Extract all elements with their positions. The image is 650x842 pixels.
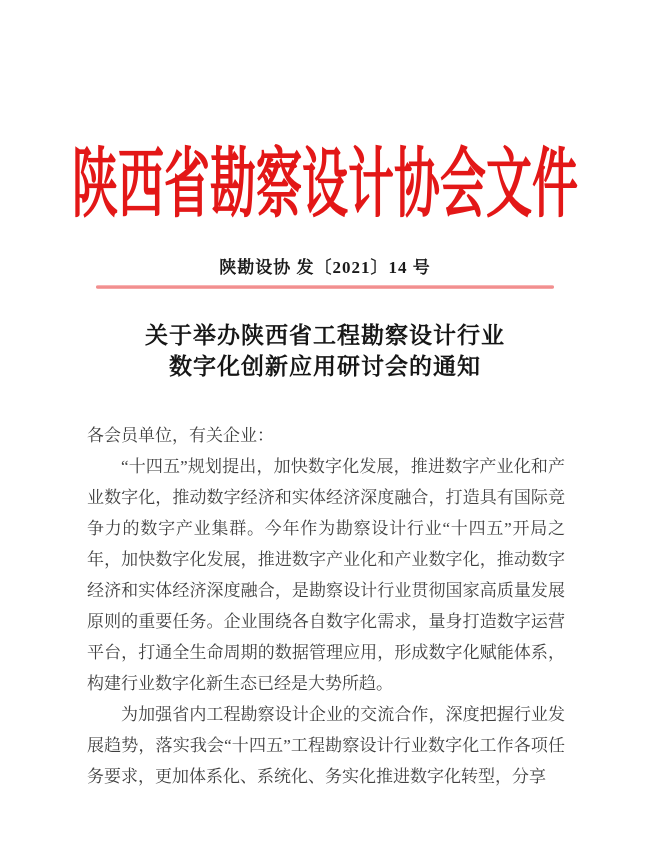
document-number: 陕勘设协 发〔2021〕14 号 (219, 258, 431, 277)
body-paragraph-1: “十四五”规划提出，加快数字化发展，推进数字产业化和产业数字化，推动数字经济和实体经济深度融合，打造具有国际竞争力的数字产业集群。今年作为勘察设计行业“十四五”开局之年，加快数字化发展，推进数字产业化和产业数字化，推动数字经济和实体经济深度融合，是勘察设计行业贯彻国家高质量发展原则的重要任务。企业围绕各自数字化需求，量身打造数字运营平台，打通全生命周期的数据管理应用，形成数字化赋能体系，构建行业数字化新生态已经是大势所趋。 (87, 457, 565, 693)
salutation-line: 各会员单位，有关企业： (87, 426, 274, 445)
document-title (0, 320, 650, 382)
document-title-line2: 数字化创新应用研讨会的通知 (169, 354, 481, 379)
body-paragraph-2: 为加强省内工程勘察设计企业的交流合作，深度把握行业发展趋势，落实我会“十四五”工程勘察设计行业数字化工作各项任务要求，更加体系化、系统化、务实化推进数字化转型，分享 (87, 705, 565, 786)
red-divider-line (96, 285, 554, 289)
document-body (87, 420, 565, 792)
document-title-line1: 关于举办陕西省工程勘察设计行业 (145, 323, 505, 348)
document-header-title: 陕西省勘察设计协会文件 (72, 142, 578, 227)
